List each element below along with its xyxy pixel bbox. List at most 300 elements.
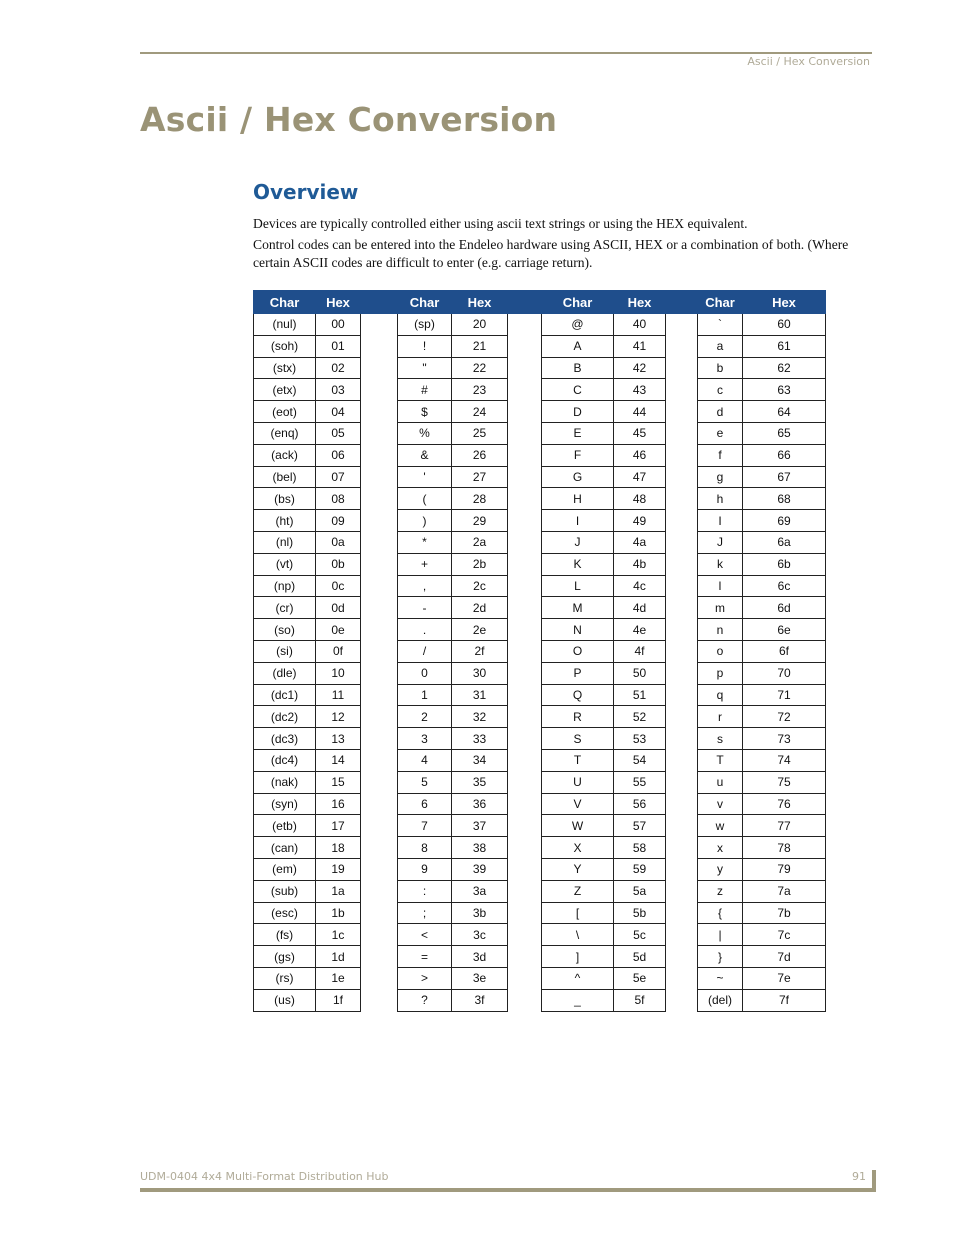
char-cell: (eot): [254, 401, 316, 423]
char-cell: D: [542, 401, 614, 423]
char-cell: (fs): [254, 924, 316, 946]
char-cell: (so): [254, 619, 316, 641]
column-gap: [666, 858, 698, 880]
char-cell: (enq): [254, 422, 316, 444]
char-cell: .: [398, 619, 452, 641]
char-cell: P: [542, 662, 614, 684]
char-cell: X: [542, 837, 614, 859]
hex-cell: 34: [452, 749, 508, 771]
char-cell: (syn): [254, 793, 316, 815]
hex-cell: 75: [743, 771, 826, 793]
hex-cell: 3e: [452, 967, 508, 989]
column-header: Hex: [452, 291, 508, 314]
hex-cell: 53: [614, 728, 666, 750]
column-gap: [361, 466, 398, 488]
column-gap: [666, 946, 698, 968]
table-row: [254, 902, 826, 924]
hex-cell: 2d: [452, 597, 508, 619]
char-cell: (vt): [254, 553, 316, 575]
column-gap: [666, 749, 698, 771]
char-cell: B: [542, 357, 614, 379]
hex-cell: 17: [316, 815, 361, 837]
char-cell: Q: [542, 684, 614, 706]
column-gap: [508, 619, 542, 641]
char-cell: H: [542, 488, 614, 510]
char-cell: -: [398, 597, 452, 619]
column-gap: [361, 553, 398, 575]
char-cell: J: [542, 531, 614, 553]
hex-cell: 2f: [452, 640, 508, 662]
column-gap: [508, 531, 542, 553]
hex-cell: 51: [614, 684, 666, 706]
hex-cell: 2e: [452, 619, 508, 641]
hex-cell: 72: [743, 706, 826, 728]
hex-cell: 52: [614, 706, 666, 728]
char-cell: 7: [398, 815, 452, 837]
hex-cell: 4e: [614, 619, 666, 641]
table-row: [254, 379, 826, 401]
column-gap: [508, 946, 542, 968]
column-gap: [666, 379, 698, 401]
char-cell: ;: [398, 902, 452, 924]
column-gap: [508, 466, 542, 488]
char-cell: L: [542, 575, 614, 597]
column-gap: [508, 989, 542, 1011]
char-cell: o: [698, 640, 743, 662]
hex-cell: 76: [743, 793, 826, 815]
hex-cell: 6c: [743, 575, 826, 597]
char-cell: J: [698, 531, 743, 553]
hex-cell: 03: [316, 379, 361, 401]
hex-cell: 55: [614, 771, 666, 793]
char-cell: !: [398, 335, 452, 357]
hex-cell: 39: [452, 858, 508, 880]
hex-cell: 09: [316, 510, 361, 532]
column-gap: [508, 858, 542, 880]
hex-cell: 3a: [452, 880, 508, 902]
char-cell: \: [542, 924, 614, 946]
table-row: [254, 858, 826, 880]
char-cell: <: [398, 924, 452, 946]
char-cell: b: [698, 357, 743, 379]
column-gap: [508, 880, 542, 902]
hex-cell: 71: [743, 684, 826, 706]
column-gap: [361, 619, 398, 641]
char-cell: &: [398, 444, 452, 466]
hex-cell: 43: [614, 379, 666, 401]
hex-cell: 47: [614, 466, 666, 488]
column-gap: [666, 531, 698, 553]
char-cell: ': [398, 466, 452, 488]
char-cell: (dc4): [254, 749, 316, 771]
table-row: [254, 924, 826, 946]
table-row: [254, 510, 826, 532]
char-cell: ^: [542, 967, 614, 989]
column-gap: [666, 291, 698, 314]
char-cell: Z: [542, 880, 614, 902]
hex-cell: 5d: [614, 946, 666, 968]
char-cell: y: [698, 858, 743, 880]
hex-cell: 73: [743, 728, 826, 750]
column-gap: [361, 291, 398, 314]
char-cell: 2: [398, 706, 452, 728]
hex-cell: 15: [316, 771, 361, 793]
hex-cell: 48: [614, 488, 666, 510]
char-cell: (nak): [254, 771, 316, 793]
hex-cell: 69: [743, 510, 826, 532]
char-cell: +: [398, 553, 452, 575]
table-row: [254, 946, 826, 968]
hex-cell: 4c: [614, 575, 666, 597]
char-cell: l: [698, 575, 743, 597]
char-cell: {: [698, 902, 743, 924]
char-cell: d: [698, 401, 743, 423]
column-gap: [508, 444, 542, 466]
column-gap: [508, 771, 542, 793]
char-cell: $: [398, 401, 452, 423]
running-header: Ascii / Hex Conversion: [747, 55, 870, 68]
hex-cell: 70: [743, 662, 826, 684]
hex-cell: 35: [452, 771, 508, 793]
column-gap: [666, 793, 698, 815]
char-cell: T: [698, 749, 743, 771]
column-gap: [666, 444, 698, 466]
char-cell: C: [542, 379, 614, 401]
char-cell: Y: [542, 858, 614, 880]
hex-cell: 1b: [316, 902, 361, 924]
column-header: Hex: [316, 291, 361, 314]
hex-cell: 0e: [316, 619, 361, 641]
column-gap: [666, 510, 698, 532]
column-gap: [666, 619, 698, 641]
page-title: Ascii / Hex Conversion: [140, 100, 558, 139]
column-gap: [361, 837, 398, 859]
hex-cell: 0c: [316, 575, 361, 597]
column-gap: [666, 728, 698, 750]
hex-cell: 64: [743, 401, 826, 423]
hex-cell: 68: [743, 488, 826, 510]
char-cell: V: [542, 793, 614, 815]
hex-cell: 27: [452, 466, 508, 488]
char-cell: I: [542, 510, 614, 532]
hex-cell: 37: [452, 815, 508, 837]
char-cell: (can): [254, 837, 316, 859]
hex-cell: 3b: [452, 902, 508, 924]
column-gap: [508, 924, 542, 946]
char-cell: 5: [398, 771, 452, 793]
ascii-hex-table: [253, 290, 826, 1012]
char-cell: (del): [698, 989, 743, 1011]
char-cell: #: [398, 379, 452, 401]
column-gap: [666, 684, 698, 706]
char-cell: S: [542, 728, 614, 750]
column-gap: [361, 444, 398, 466]
hex-cell: 05: [316, 422, 361, 444]
column-gap: [666, 989, 698, 1011]
char-cell: (stx): [254, 357, 316, 379]
column-gap: [508, 335, 542, 357]
char-cell: ?: [398, 989, 452, 1011]
hex-cell: 07: [316, 466, 361, 488]
table-row: [254, 619, 826, 641]
char-cell: 8: [398, 837, 452, 859]
column-gap: [508, 510, 542, 532]
hex-cell: 22: [452, 357, 508, 379]
char-cell: N: [542, 619, 614, 641]
hex-cell: 7f: [743, 989, 826, 1011]
char-cell: 3: [398, 728, 452, 750]
hex-cell: 5b: [614, 902, 666, 924]
char-cell: (etb): [254, 815, 316, 837]
column-gap: [361, 706, 398, 728]
column-gap: [361, 902, 398, 924]
column-gap: [508, 357, 542, 379]
table-row: [254, 531, 826, 553]
hex-cell: 7d: [743, 946, 826, 968]
char-cell: (bel): [254, 466, 316, 488]
hex-cell: 11: [316, 684, 361, 706]
char-cell: c: [698, 379, 743, 401]
char-cell: (ack): [254, 444, 316, 466]
column-gap: [508, 837, 542, 859]
char-cell: (bs): [254, 488, 316, 510]
char-cell: (dc2): [254, 706, 316, 728]
top-rule: [140, 52, 872, 54]
hex-cell: 2c: [452, 575, 508, 597]
column-gap: [508, 422, 542, 444]
table-row: [254, 488, 826, 510]
column-gap: [361, 401, 398, 423]
char-cell: /: [398, 640, 452, 662]
table-row: [254, 967, 826, 989]
hex-cell: 08: [316, 488, 361, 510]
char-cell: W: [542, 815, 614, 837]
column-gap: [508, 401, 542, 423]
char-cell: ]: [542, 946, 614, 968]
hex-cell: 28: [452, 488, 508, 510]
hex-cell: 0f: [316, 640, 361, 662]
column-gap: [666, 967, 698, 989]
hex-cell: 24: [452, 401, 508, 423]
char-cell: 6: [398, 793, 452, 815]
char-cell: 0: [398, 662, 452, 684]
hex-cell: 5c: [614, 924, 666, 946]
column-gap: [508, 291, 542, 314]
column-gap: [361, 989, 398, 1011]
hex-cell: 56: [614, 793, 666, 815]
hex-cell: 1c: [316, 924, 361, 946]
hex-cell: 3c: [452, 924, 508, 946]
table-row: [254, 401, 826, 423]
hex-cell: 19: [316, 858, 361, 880]
hex-cell: 32: [452, 706, 508, 728]
table-row: [254, 335, 826, 357]
column-header: Hex: [614, 291, 666, 314]
hex-cell: 2b: [452, 553, 508, 575]
hex-cell: 62: [743, 357, 826, 379]
hex-cell: 38: [452, 837, 508, 859]
hex-cell: 04: [316, 401, 361, 423]
hex-cell: 3d: [452, 946, 508, 968]
hex-cell: 61: [743, 335, 826, 357]
column-gap: [666, 837, 698, 859]
char-cell: m: [698, 597, 743, 619]
column-gap: [361, 793, 398, 815]
column-gap: [361, 488, 398, 510]
hex-cell: 6d: [743, 597, 826, 619]
char-cell: (sub): [254, 880, 316, 902]
hex-cell: 6b: [743, 553, 826, 575]
hex-cell: 23: [452, 379, 508, 401]
char-cell: (dc1): [254, 684, 316, 706]
hex-cell: 60: [743, 314, 826, 336]
table-row: [254, 357, 826, 379]
char-cell: (sp): [398, 314, 452, 336]
char-cell: =: [398, 946, 452, 968]
column-gap: [666, 924, 698, 946]
column-gap: [508, 728, 542, 750]
hex-cell: 20: [452, 314, 508, 336]
column-gap: [508, 749, 542, 771]
char-cell: R: [542, 706, 614, 728]
hex-cell: 2a: [452, 531, 508, 553]
char-cell: (esc): [254, 902, 316, 924]
hex-cell: 79: [743, 858, 826, 880]
column-gap: [361, 597, 398, 619]
column-gap: [361, 335, 398, 357]
table-row: [254, 989, 826, 1011]
column-gap: [666, 357, 698, 379]
char-cell: }: [698, 946, 743, 968]
char-cell: A: [542, 335, 614, 357]
char-cell: x: [698, 837, 743, 859]
hex-cell: 13: [316, 728, 361, 750]
char-cell: (soh): [254, 335, 316, 357]
char-cell: (gs): [254, 946, 316, 968]
column-header: Char: [398, 291, 452, 314]
char-cell: >: [398, 967, 452, 989]
column-gap: [508, 793, 542, 815]
hex-cell: 58: [614, 837, 666, 859]
hex-cell: 00: [316, 314, 361, 336]
char-cell: w: [698, 815, 743, 837]
table-row: [254, 466, 826, 488]
page-number: 91: [852, 1170, 866, 1183]
hex-cell: 1e: [316, 967, 361, 989]
char-cell: ): [398, 510, 452, 532]
hex-cell: 49: [614, 510, 666, 532]
table-row: [254, 575, 826, 597]
hex-cell: 4a: [614, 531, 666, 553]
hex-cell: 01: [316, 335, 361, 357]
overview-paragraph-2: Control codes can be entered into the Endeleo hardware using ASCII, HEX or a combination of both. (Where certain ASCII codes are difficult to enter (e.g. carriage return).: [253, 237, 849, 270]
hex-cell: 16: [316, 793, 361, 815]
hex-cell: 7a: [743, 880, 826, 902]
table-row: [254, 728, 826, 750]
column-gap: [508, 314, 542, 336]
column-gap: [666, 314, 698, 336]
hex-cell: 4d: [614, 597, 666, 619]
column-gap: [361, 422, 398, 444]
column-gap: [361, 575, 398, 597]
column-header: Hex: [743, 291, 826, 314]
column-gap: [666, 466, 698, 488]
table-row: [254, 880, 826, 902]
column-gap: [361, 728, 398, 750]
hex-cell: 1f: [316, 989, 361, 1011]
hex-cell: 66: [743, 444, 826, 466]
hex-cell: 50: [614, 662, 666, 684]
char-cell: K: [542, 553, 614, 575]
column-gap: [361, 662, 398, 684]
char-cell: |: [698, 924, 743, 946]
char-cell: k: [698, 553, 743, 575]
hex-cell: 4f: [614, 640, 666, 662]
hex-cell: 78: [743, 837, 826, 859]
char-cell: :: [398, 880, 452, 902]
char-cell: I: [698, 510, 743, 532]
table-row: [254, 314, 826, 336]
hex-cell: 26: [452, 444, 508, 466]
char-cell: E: [542, 422, 614, 444]
hex-cell: 5a: [614, 880, 666, 902]
char-cell: T: [542, 749, 614, 771]
table-row: [254, 640, 826, 662]
hex-cell: 21: [452, 335, 508, 357]
column-gap: [666, 662, 698, 684]
column-header: Char: [542, 291, 614, 314]
overview-heading: Overview: [253, 180, 359, 204]
table-row: [254, 553, 826, 575]
column-gap: [508, 902, 542, 924]
char-cell: (si): [254, 640, 316, 662]
char-cell: p: [698, 662, 743, 684]
hex-cell: 31: [452, 684, 508, 706]
column-header: Char: [698, 291, 743, 314]
char-cell: [: [542, 902, 614, 924]
hex-cell: 14: [316, 749, 361, 771]
column-gap: [666, 706, 698, 728]
char-cell: (cr): [254, 597, 316, 619]
hex-cell: 02: [316, 357, 361, 379]
column-gap: [361, 357, 398, 379]
hex-cell: 06: [316, 444, 361, 466]
char-cell: (rs): [254, 967, 316, 989]
char-cell: r: [698, 706, 743, 728]
column-gap: [508, 640, 542, 662]
column-gap: [666, 771, 698, 793]
hex-cell: 25: [452, 422, 508, 444]
char-cell: O: [542, 640, 614, 662]
column-gap: [361, 967, 398, 989]
char-cell: M: [542, 597, 614, 619]
column-gap: [666, 488, 698, 510]
char-cell: f: [698, 444, 743, 466]
char-cell: (nul): [254, 314, 316, 336]
char-cell: (us): [254, 989, 316, 1011]
char-cell: g: [698, 466, 743, 488]
char-cell: (etx): [254, 379, 316, 401]
hex-cell: 0a: [316, 531, 361, 553]
char-cell: F: [542, 444, 614, 466]
hex-cell: 0b: [316, 553, 361, 575]
column-gap: [361, 640, 398, 662]
column-gap: [666, 597, 698, 619]
overview-paragraph-1: Devices are typically controlled either using ascii text strings or using the HEX equivalent.: [253, 216, 748, 231]
column-gap: [361, 924, 398, 946]
hex-cell: 67: [743, 466, 826, 488]
char-cell: G: [542, 466, 614, 488]
